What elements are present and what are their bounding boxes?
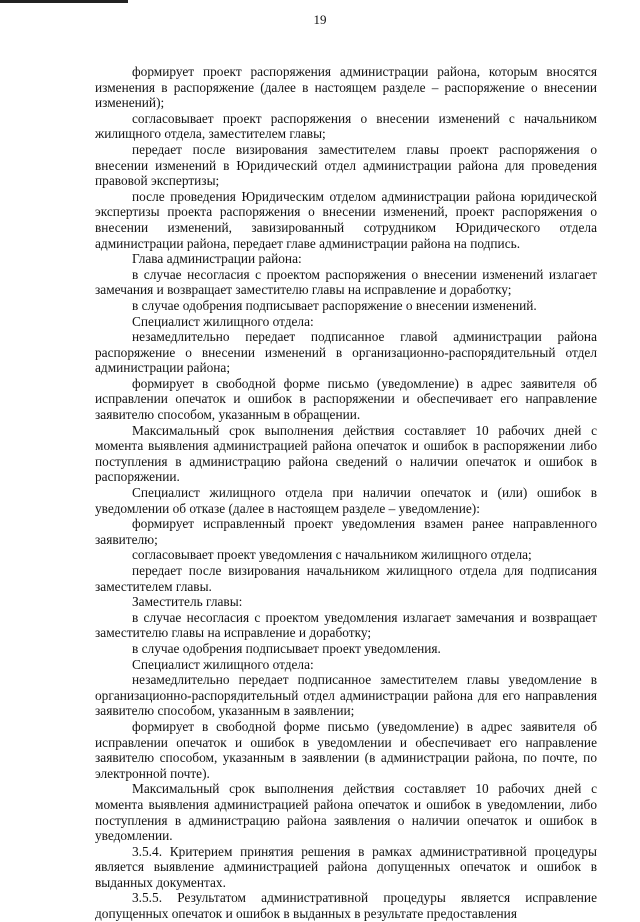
paragraph: передает после визирования начальником жилищного отдела для подписания заместителем главы. [95, 563, 597, 594]
clause-paragraph: 3.5.5. Результатом административной процедуры является исправление допущенных опечаток и ошибок в выданных в результате предоставления [95, 890, 597, 922]
paragraph: согласовывает проект уведомления с начальником жилищного отдела; [132, 547, 532, 563]
paragraph: формирует в свободной форме письмо (уведомление) в адрес заявителя об исправлении опечаток и ошибок в распоряжении и обеспечивает его направление заявителю способом, указанным в обращении. [95, 375, 597, 423]
paragraph: после проведения Юридическим отделом администрации района юридической экспертизы проекта распоряжения о внесении изменений, проект распоряжения о внесении изменений, завизированный сотрудником Юридического отдела администрации района, передает главе администрации района на подпись. [95, 188, 597, 251]
document-body [95, 64, 597, 922]
section-heading: Специалист жилищного отдела: [132, 313, 314, 329]
paragraph: в случае одобрения подписывает распоряжение о внесении изменений. [132, 297, 537, 313]
top-rule [0, 0, 128, 3]
paragraph: Максимальный срок выполнения действия составляет 10 рабочих дней с момента выявления администрацией района опечаток и ошибок в уведомлении, либо поступления в администрацию района заявления о наличии опечаток и ошибок в уведомлении. [95, 781, 597, 844]
paragraph: формирует исправленный проект уведомления взамен ранее направленного заявителю; [95, 516, 597, 547]
clause-paragraph: 3.5.4. Критерием принятия решения в рамках административной процедуры является выявление администрацией района допущенных опечаток и ошибок в выданных документах. [95, 843, 597, 890]
section-heading: Специалист жилищного отдела: [132, 656, 314, 672]
section-heading: Глава администрации района: [132, 251, 302, 267]
paragraph: Специалист жилищного отдела при наличии опечаток и (или) ошибок в уведомлении об отказе (далее в настоящем разделе – уведомление): [95, 485, 597, 516]
section-heading: Заместитель главы: [132, 594, 243, 610]
paragraph: передает после визирования заместителем главы проект распоряжения о внесении изменений в Юридический отдел администрации района для проведения правовой экспертизы; [95, 141, 597, 189]
paragraph: формирует проект распоряжения администрации района, которым вносятся изменения в распоряжение (далее в настоящем разделе – распоряжение о внесении изменений); [95, 64, 597, 111]
paragraph: Максимальный срок выполнения действия составляет 10 рабочих дней с момента выявления администрацией района опечаток и ошибок в распоряжении либо поступления в администрацию района сведений о наличии опечаток и ошибок в распоряжении. [95, 422, 597, 485]
paragraph: формирует в свободной форме письмо (уведомление) в адрес заявителя об исправлении опечаток и ошибок в уведомлении и обеспечивает его направление заявителю способом, указанным в заявлении (в администрации района, по почте, по электронной почте). [95, 718, 597, 781]
paragraph: незамедлительно передает подписанное главой администрации района распоряжение о внесении изменений в организационно-распорядительный отдел администрации района; [95, 329, 597, 376]
paragraph: согласовывает проект распоряжения о внесении изменений с начальником жилищного отдела, заместителем главы; [95, 110, 597, 142]
paragraph: в случае несогласия с проектом уведомления излагает замечания и возвращает заместителю главы на исправление и доработку; [95, 609, 597, 641]
paragraph: в случае несогласия с проектом распоряжения о внесении изменений излагает замечания и возвращает заместителю главы на исправление и доработку; [95, 266, 597, 298]
paragraph: в случае одобрения подписывает проект уведомления. [132, 640, 441, 656]
page-number: 19 [313, 12, 327, 27]
paragraph: незамедлительно передает подписанное заместителем главы уведомление в организационно-распорядительный отдел администрации района для его направления заявителю способом, указанным в заявлении; [95, 672, 597, 719]
